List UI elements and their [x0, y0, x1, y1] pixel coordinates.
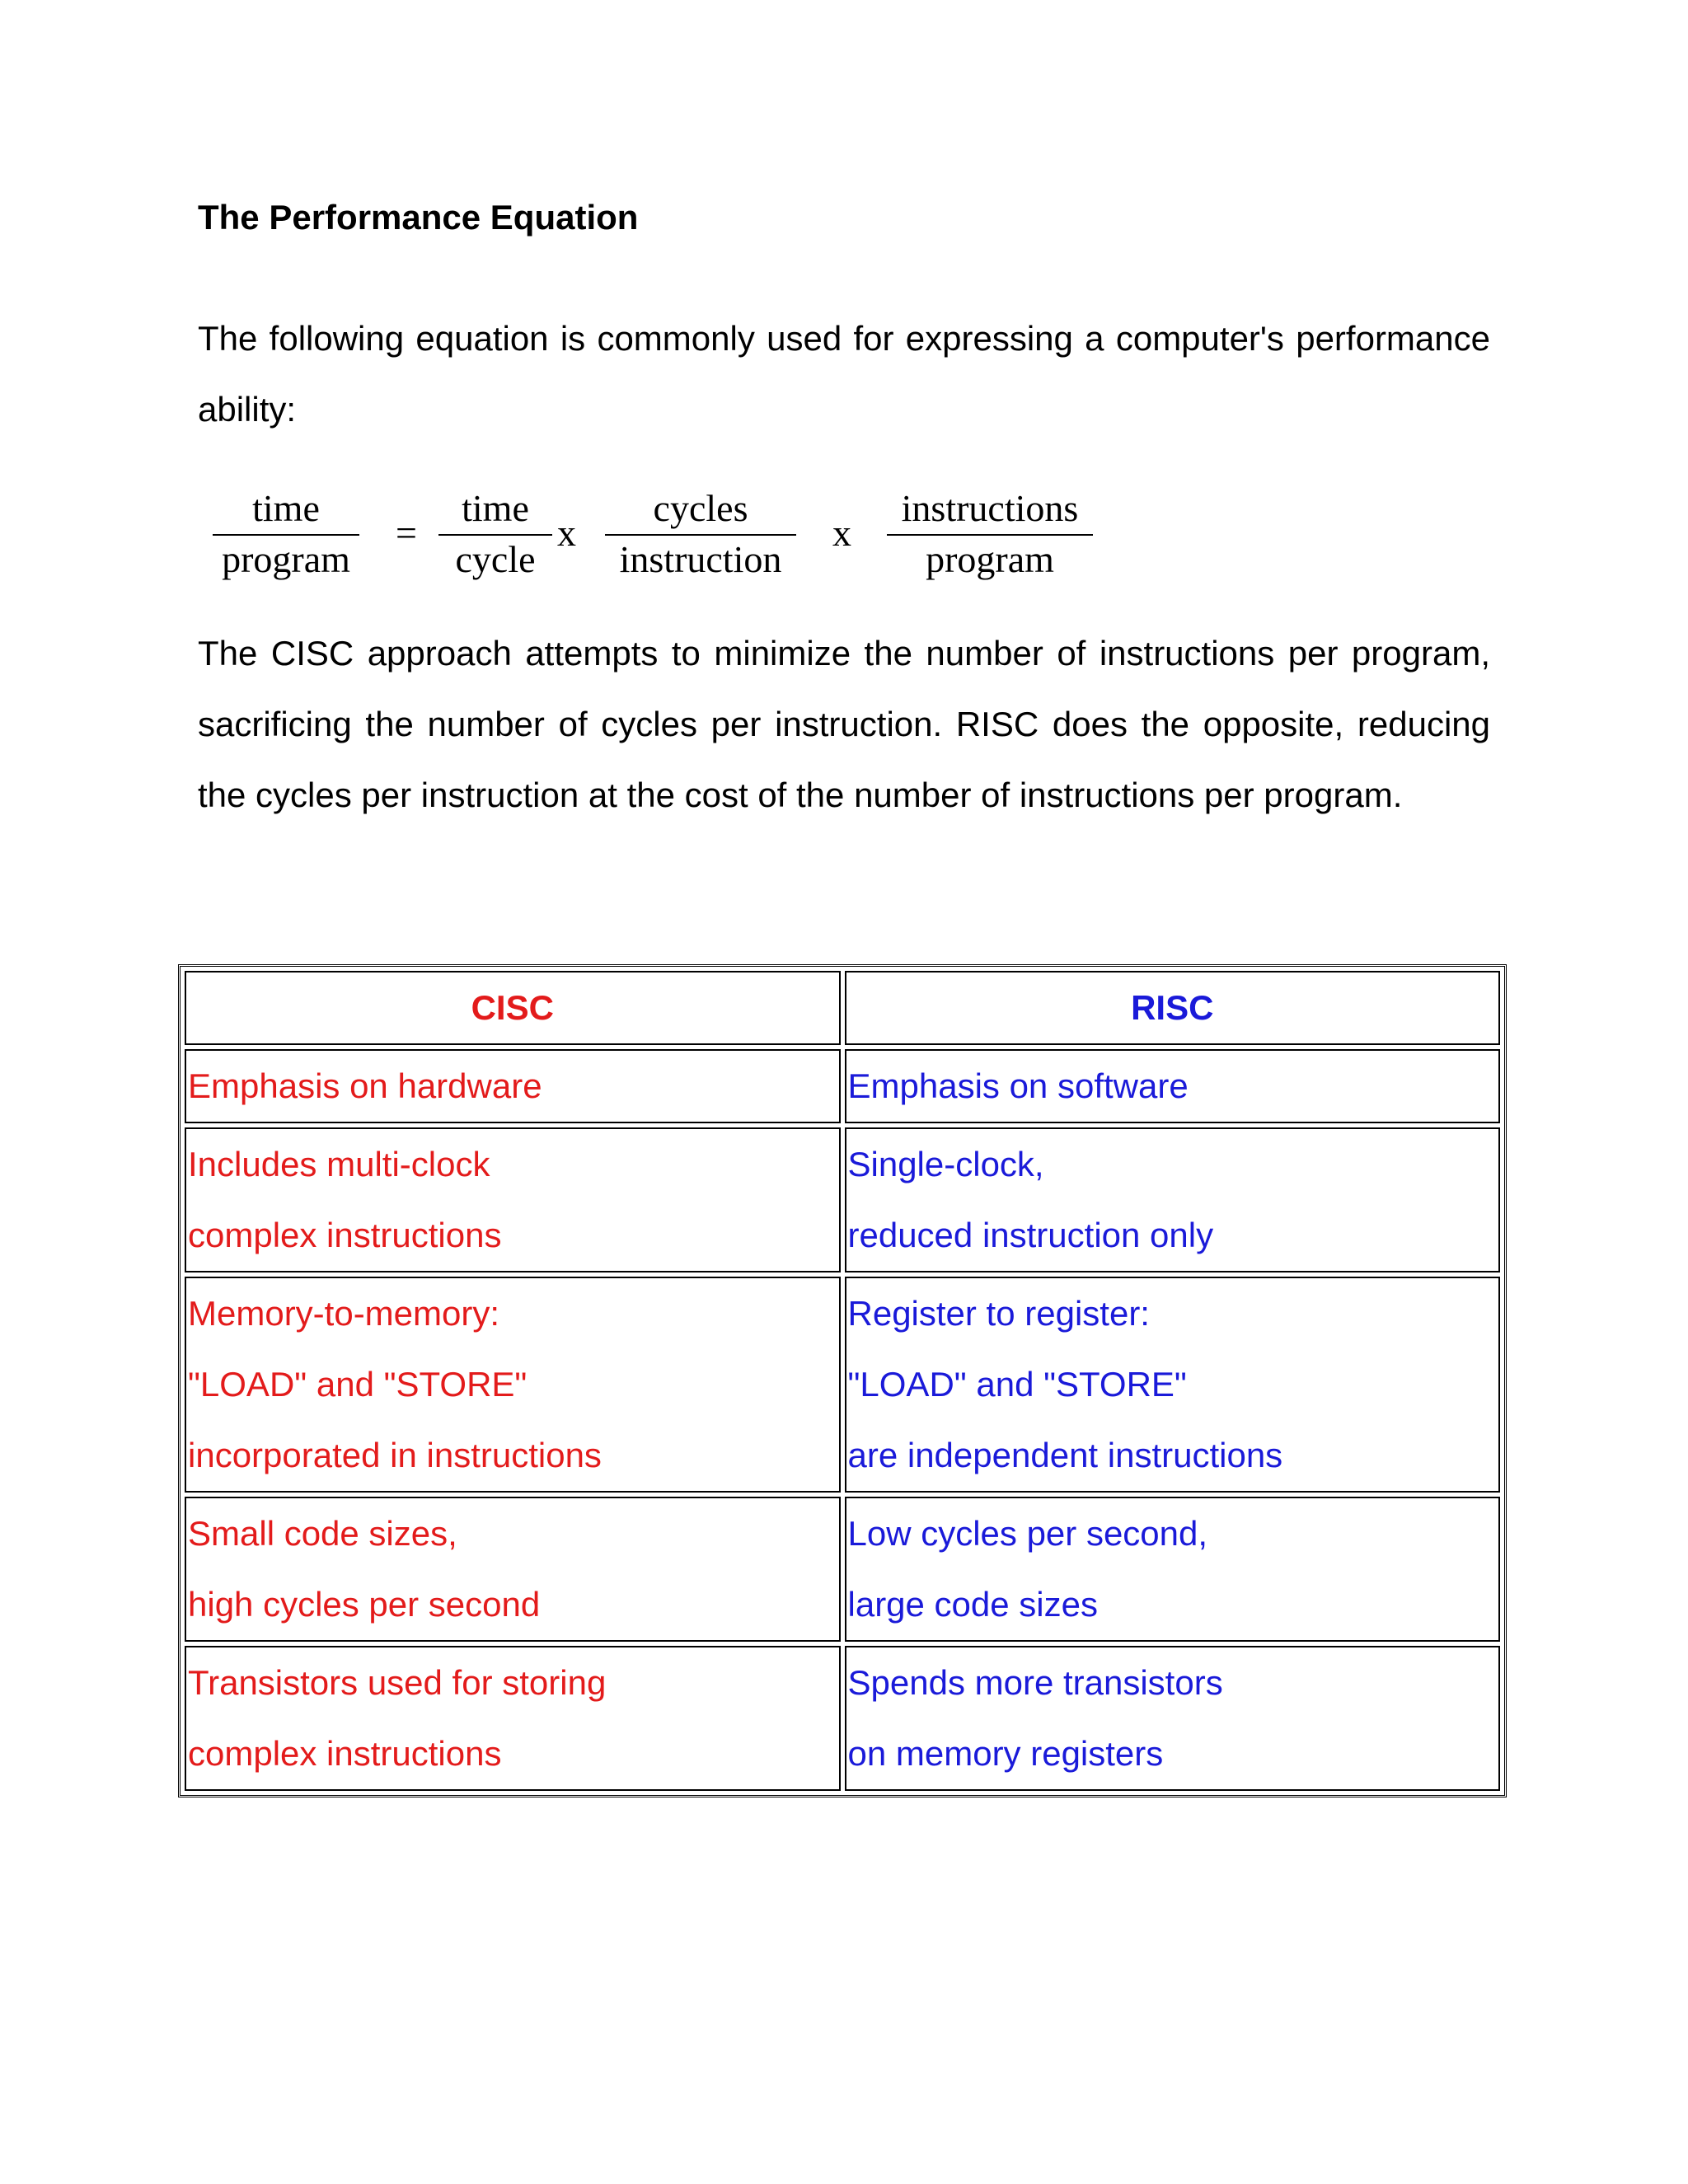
table-row	[185, 1277, 1500, 1493]
cisc-risc-comparison-table	[178, 964, 1507, 1797]
cisc-cell-line: complex instructions	[188, 1216, 502, 1254]
cisc-cell-line: high cycles per second	[188, 1585, 541, 1624]
performance-equation	[213, 486, 1119, 602]
table-row	[185, 1497, 1500, 1642]
explanation-paragraph: The CISC approach attempts to minimize the number of instructions per program, sacrificing the number of cycles per instruction. RISC does the opposite, reducing the cycles per instruction at the cost of the number of instructions per program.	[198, 634, 1490, 814]
cisc-cell-line: "LOAD" and "STORE"	[188, 1365, 528, 1404]
fraction-denominator: program	[222, 538, 350, 580]
equals-sign: =	[396, 512, 417, 554]
cisc-cell	[185, 1497, 841, 1642]
risc-cell-line: on memory registers	[847, 1734, 1164, 1773]
risc-cell-line: Spends more transistors	[847, 1663, 1223, 1702]
table-body	[185, 1049, 1500, 1791]
risc-cell-line: "LOAD" and "STORE"	[847, 1365, 1187, 1404]
risc-cell	[845, 1049, 1501, 1123]
table-row	[185, 1127, 1500, 1272]
intro-paragraph: The following equation is commonly used for expressing a computer's performance ability:	[198, 319, 1490, 429]
fraction-denominator: program	[926, 538, 1054, 580]
fraction-numerator: cycles	[653, 487, 748, 529]
risc-cell-line: Single-clock,	[847, 1145, 1044, 1183]
cisc-cell-line: complex instructions	[188, 1734, 502, 1773]
fraction-denominator: instruction	[619, 538, 782, 580]
cisc-cell-line: Transistors used for storing	[188, 1663, 607, 1702]
table-row	[185, 1049, 1500, 1123]
risc-cell	[845, 1497, 1501, 1642]
header-risc: RISC	[845, 971, 1501, 1045]
cisc-cell	[185, 1277, 841, 1493]
header-cisc: CISC	[185, 971, 841, 1045]
fraction-instructions-per-program	[887, 486, 1093, 582]
risc-cell	[845, 1127, 1501, 1272]
cisc-cell-line: Emphasis on hardware	[188, 1066, 542, 1105]
risc-cell-line: Low cycles per second,	[847, 1514, 1208, 1553]
fraction-time-per-program	[213, 486, 359, 582]
cisc-cell-line: Memory-to-memory:	[188, 1294, 500, 1333]
fraction-cycles-per-instruction	[605, 486, 796, 582]
cisc-cell-line: incorporated in instructions	[188, 1436, 602, 1474]
risc-cell-line: reduced instruction only	[847, 1216, 1214, 1254]
cisc-cell-line: Small code sizes,	[188, 1514, 457, 1553]
risc-cell-line: large code sizes	[847, 1585, 1098, 1624]
cisc-cell-line: Includes multi-clock	[188, 1145, 490, 1183]
risc-cell	[845, 1646, 1501, 1791]
risc-cell-line: Register to register:	[847, 1294, 1150, 1333]
cisc-cell	[185, 1127, 841, 1272]
risc-cell-line: Emphasis on software	[847, 1066, 1189, 1105]
cisc-cell	[185, 1049, 841, 1123]
risc-cell-line: are independent instructions	[847, 1436, 1283, 1474]
fraction-numerator: time	[252, 487, 320, 529]
multiply-sign: x	[832, 512, 851, 554]
risc-cell	[845, 1277, 1501, 1493]
page-title: The Performance Equation	[198, 198, 639, 237]
fraction-numerator: time	[462, 487, 529, 529]
fraction-denominator: cycle	[455, 538, 536, 580]
fraction-time-per-cycle	[438, 486, 552, 582]
multiply-sign: x	[557, 512, 576, 554]
table-row	[185, 1646, 1500, 1791]
table-header-row	[185, 971, 1500, 1045]
fraction-numerator: instructions	[901, 487, 1079, 529]
cisc-cell	[185, 1646, 841, 1791]
